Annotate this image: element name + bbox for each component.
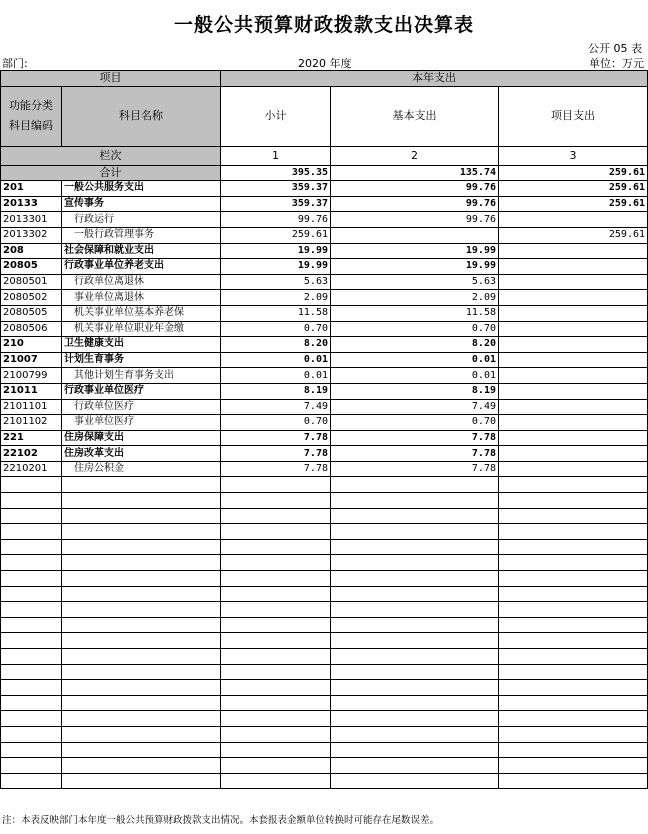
project-cell — [499, 368, 648, 384]
empty-row — [1, 633, 648, 649]
empty-row — [1, 664, 648, 680]
table-row — [1, 383, 648, 399]
subtotal-cell: 8.19 — [221, 383, 331, 399]
table-row — [1, 352, 648, 368]
empty-cell — [221, 571, 331, 587]
subject-name: 事业单位离退休 — [62, 290, 221, 306]
table-row — [1, 461, 648, 477]
project-cell: 259.61 — [499, 227, 648, 243]
subject-name: 宣传事务 — [62, 196, 221, 212]
empty-row — [1, 773, 648, 789]
project-cell — [499, 430, 648, 446]
table-row — [1, 321, 648, 337]
subtotal-cell: 0.01 — [221, 352, 331, 368]
header-func-code: 功能分类 科目编码 — [1, 86, 62, 146]
project-cell — [499, 337, 648, 353]
col-number-2: 2 — [331, 146, 499, 165]
empty-cell — [331, 539, 499, 555]
subject-code: 2013302 — [1, 227, 62, 243]
empty-cell — [1, 711, 62, 727]
empty-cell — [221, 477, 331, 493]
empty-row — [1, 508, 648, 524]
subject-code: 2080505 — [1, 305, 62, 321]
subject-name: 住房保障支出 — [62, 430, 221, 446]
table-row — [1, 368, 648, 384]
table-row — [1, 274, 648, 290]
empty-cell — [62, 664, 221, 680]
empty-cell — [62, 555, 221, 571]
header-basic: 基本支出 — [331, 86, 499, 146]
empty-cell — [62, 773, 221, 789]
table-row — [1, 212, 648, 228]
subject-name: 机关事业单位职业年金缴 — [62, 321, 221, 337]
empty-cell — [331, 524, 499, 540]
subject-name: 行政单位医疗 — [62, 399, 221, 415]
basic-cell: 7.78 — [331, 446, 499, 462]
empty-cell — [221, 586, 331, 602]
subtotal-cell: 19.99 — [221, 243, 331, 259]
subject-name: 一般公共服务支出 — [62, 181, 221, 197]
subtotal-cell: 7.49 — [221, 399, 331, 415]
empty-cell — [1, 617, 62, 633]
subject-code: 208 — [1, 243, 62, 259]
subject-code: 2013301 — [1, 212, 62, 228]
empty-cell — [221, 742, 331, 758]
subtotal-cell: 8.20 — [221, 337, 331, 353]
empty-row — [1, 602, 648, 618]
year-label: 2020 年度 — [298, 57, 352, 70]
empty-cell — [62, 649, 221, 665]
empty-cell — [221, 633, 331, 649]
subtotal-cell: 359.37 — [221, 181, 331, 197]
empty-cell — [331, 617, 499, 633]
subject-code: 21007 — [1, 352, 62, 368]
subject-name: 卫生健康支出 — [62, 337, 221, 353]
empty-row — [1, 586, 648, 602]
empty-cell — [499, 633, 648, 649]
basic-cell: 99.76 — [331, 196, 499, 212]
empty-cell — [221, 773, 331, 789]
table-row — [1, 181, 648, 197]
empty-cell — [1, 726, 62, 742]
total-basic: 135.74 — [331, 165, 499, 181]
empty-cell — [331, 680, 499, 696]
empty-cell — [1, 602, 62, 618]
empty-cell — [1, 477, 62, 493]
empty-cell — [499, 493, 648, 509]
empty-cell — [221, 493, 331, 509]
empty-row — [1, 649, 648, 665]
header-subject-name: 科目名称 — [62, 86, 221, 146]
subtotal-cell: 5.63 — [221, 274, 331, 290]
empty-cell — [499, 477, 648, 493]
empty-cell — [1, 571, 62, 587]
table-row — [1, 259, 648, 275]
subject-code: 21011 — [1, 383, 62, 399]
subject-code: 20805 — [1, 259, 62, 275]
basic-cell: 99.76 — [331, 181, 499, 197]
empty-cell — [1, 742, 62, 758]
empty-cell — [499, 539, 648, 555]
col-number-1: 1 — [221, 146, 331, 165]
basic-cell: 8.20 — [331, 337, 499, 353]
table-row — [1, 430, 648, 446]
empty-cell — [499, 586, 648, 602]
subtotal-cell: 7.78 — [221, 446, 331, 462]
subject-name: 一般行政管理事务 — [62, 227, 221, 243]
empty-row — [1, 524, 648, 540]
project-cell: 259.61 — [499, 181, 648, 197]
empty-cell — [499, 649, 648, 665]
table-row — [1, 446, 648, 462]
subject-code: 22102 — [1, 446, 62, 462]
basic-cell: 0.01 — [331, 352, 499, 368]
table-code: 公开 05 表 — [588, 42, 642, 55]
empty-cell — [1, 773, 62, 789]
empty-cell — [331, 555, 499, 571]
total-label: 合计 — [1, 165, 221, 181]
subject-code: 201 — [1, 181, 62, 197]
empty-cell — [62, 508, 221, 524]
empty-cell — [499, 695, 648, 711]
empty-cell — [499, 571, 648, 587]
empty-cell — [331, 493, 499, 509]
table-row — [1, 415, 648, 431]
subject-code: 2100799 — [1, 368, 62, 384]
department-label: 部门: — [2, 57, 28, 70]
empty-row — [1, 758, 648, 774]
empty-cell — [62, 477, 221, 493]
empty-cell — [62, 571, 221, 587]
basic-cell: 7.78 — [331, 461, 499, 477]
subject-code: 2210201 — [1, 461, 62, 477]
report-title: 一般公共预算财政拨款支出决算表 — [173, 14, 474, 36]
project-cell — [499, 243, 648, 259]
empty-cell — [499, 664, 648, 680]
empty-cell — [221, 524, 331, 540]
empty-cell — [221, 649, 331, 665]
subject-code: 221 — [1, 430, 62, 446]
empty-cell — [499, 524, 648, 540]
basic-cell: 99.76 — [331, 212, 499, 228]
empty-cell — [1, 649, 62, 665]
empty-cell — [221, 617, 331, 633]
table-row — [1, 196, 648, 212]
empty-cell — [1, 493, 62, 509]
table-row — [1, 399, 648, 415]
subject-name: 其他计划生育事务支出 — [62, 368, 221, 384]
empty-cell — [1, 633, 62, 649]
empty-cell — [221, 758, 331, 774]
empty-cell — [331, 477, 499, 493]
project-cell — [499, 305, 648, 321]
subject-name: 社会保障和就业支出 — [62, 243, 221, 259]
empty-cell — [62, 680, 221, 696]
empty-cell — [1, 555, 62, 571]
empty-cell — [62, 711, 221, 727]
empty-row — [1, 680, 648, 696]
subject-name: 行政运行 — [62, 212, 221, 228]
basic-cell: 19.99 — [331, 259, 499, 275]
project-cell — [499, 321, 648, 337]
table-row — [1, 290, 648, 306]
empty-row — [1, 742, 648, 758]
basic-cell — [331, 227, 499, 243]
project-cell — [499, 212, 648, 228]
empty-cell — [62, 695, 221, 711]
basic-cell: 8.19 — [331, 383, 499, 399]
basic-cell: 2.09 — [331, 290, 499, 306]
empty-cell — [1, 695, 62, 711]
basic-cell: 7.78 — [331, 430, 499, 446]
empty-cell — [62, 539, 221, 555]
empty-cell — [499, 508, 648, 524]
header-item: 项目 — [1, 71, 221, 87]
subject-name: 事业单位医疗 — [62, 415, 221, 431]
basic-cell: 0.01 — [331, 368, 499, 384]
project-cell — [499, 259, 648, 275]
empty-cell — [221, 602, 331, 618]
empty-cell — [331, 695, 499, 711]
empty-cell — [331, 711, 499, 727]
basic-cell: 5.63 — [331, 274, 499, 290]
project-cell — [499, 274, 648, 290]
empty-cell — [331, 571, 499, 587]
empty-cell — [221, 711, 331, 727]
empty-cell — [499, 602, 648, 618]
project-cell — [499, 461, 648, 477]
empty-cell — [331, 726, 499, 742]
project-cell — [499, 352, 648, 368]
total-subtotal: 395.35 — [221, 165, 331, 181]
empty-cell — [62, 602, 221, 618]
subject-name: 住房公积金 — [62, 461, 221, 477]
project-cell — [499, 446, 648, 462]
subtotal-cell: 259.61 — [221, 227, 331, 243]
basic-cell: 19.99 — [331, 243, 499, 259]
subtotal-cell: 0.70 — [221, 415, 331, 431]
table-row — [1, 337, 648, 353]
header-current-year: 本年支出 — [221, 71, 648, 87]
empty-row — [1, 493, 648, 509]
expenditure-table — [0, 70, 648, 789]
subject-name: 计划生育事务 — [62, 352, 221, 368]
subject-code: 2101102 — [1, 415, 62, 431]
subtotal-cell: 11.58 — [221, 305, 331, 321]
empty-row — [1, 617, 648, 633]
subject-name: 行政事业单位养老支出 — [62, 259, 221, 275]
basic-cell: 7.49 — [331, 399, 499, 415]
empty-cell — [62, 726, 221, 742]
empty-cell — [221, 555, 331, 571]
empty-row — [1, 711, 648, 727]
subtotal-cell: 7.78 — [221, 430, 331, 446]
subtotal-cell: 359.37 — [221, 196, 331, 212]
subject-code: 2080502 — [1, 290, 62, 306]
empty-cell — [62, 617, 221, 633]
empty-cell — [221, 680, 331, 696]
empty-cell — [499, 726, 648, 742]
empty-cell — [499, 680, 648, 696]
empty-cell — [221, 508, 331, 524]
subtotal-cell: 19.99 — [221, 259, 331, 275]
empty-cell — [331, 586, 499, 602]
empty-row — [1, 726, 648, 742]
empty-cell — [1, 524, 62, 540]
project-cell — [499, 383, 648, 399]
basic-cell: 0.70 — [331, 321, 499, 337]
project-cell — [499, 415, 648, 431]
empty-cell — [499, 617, 648, 633]
empty-row — [1, 555, 648, 571]
empty-cell — [331, 649, 499, 665]
empty-cell — [1, 758, 62, 774]
empty-cell — [499, 742, 648, 758]
empty-row — [1, 695, 648, 711]
empty-cell — [62, 742, 221, 758]
empty-cell — [62, 758, 221, 774]
empty-cell — [331, 602, 499, 618]
empty-cell — [62, 633, 221, 649]
empty-cell — [221, 539, 331, 555]
empty-cell — [499, 758, 648, 774]
empty-cell — [1, 539, 62, 555]
empty-cell — [1, 508, 62, 524]
basic-cell: 11.58 — [331, 305, 499, 321]
subtotal-cell: 0.70 — [221, 321, 331, 337]
empty-row — [1, 539, 648, 555]
table-row — [1, 227, 648, 243]
header-col-index: 栏次 — [1, 146, 221, 165]
header-project: 项目支出 — [499, 86, 648, 146]
subject-name: 行政单位离退休 — [62, 274, 221, 290]
empty-cell — [331, 508, 499, 524]
total-project: 259.61 — [499, 165, 648, 181]
subject-code: 2101101 — [1, 399, 62, 415]
empty-cell — [1, 664, 62, 680]
empty-cell — [221, 664, 331, 680]
project-cell: 259.61 — [499, 196, 648, 212]
table-row — [1, 305, 648, 321]
empty-cell — [221, 726, 331, 742]
empty-row — [1, 477, 648, 493]
subject-name: 行政事业单位医疗 — [62, 383, 221, 399]
subtotal-cell: 99.76 — [221, 212, 331, 228]
empty-cell — [1, 586, 62, 602]
empty-cell — [1, 680, 62, 696]
empty-cell — [62, 493, 221, 509]
subtotal-cell: 0.01 — [221, 368, 331, 384]
empty-cell — [331, 758, 499, 774]
subtotal-cell: 2.09 — [221, 290, 331, 306]
empty-cell — [331, 773, 499, 789]
project-cell — [499, 399, 648, 415]
empty-row — [1, 571, 648, 587]
subject-code: 2080506 — [1, 321, 62, 337]
empty-cell — [331, 633, 499, 649]
unit-label: 单位：万元 — [589, 57, 644, 70]
empty-cell — [331, 664, 499, 680]
header-subtotal: 小计 — [221, 86, 331, 146]
project-cell — [499, 290, 648, 306]
empty-cell — [499, 555, 648, 571]
col-number-3: 3 — [499, 146, 648, 165]
empty-cell — [499, 711, 648, 727]
basic-cell: 0.70 — [331, 415, 499, 431]
subject-name: 住房改革支出 — [62, 446, 221, 462]
empty-cell — [221, 695, 331, 711]
footnote: 注：本表反映部门本年度一般公共预算财政拨款支出情况。本套报表金额单位转换时可能存在尾数误差。 — [2, 815, 440, 826]
empty-cell — [62, 524, 221, 540]
subject-code: 210 — [1, 337, 62, 353]
subject-code: 20133 — [1, 196, 62, 212]
subject-name: 机关事业单位基本养老保 — [62, 305, 221, 321]
table-row — [1, 243, 648, 259]
empty-cell — [62, 586, 221, 602]
empty-cell — [331, 742, 499, 758]
subject-code: 2080501 — [1, 274, 62, 290]
empty-cell — [499, 773, 648, 789]
subtotal-cell: 7.78 — [221, 461, 331, 477]
